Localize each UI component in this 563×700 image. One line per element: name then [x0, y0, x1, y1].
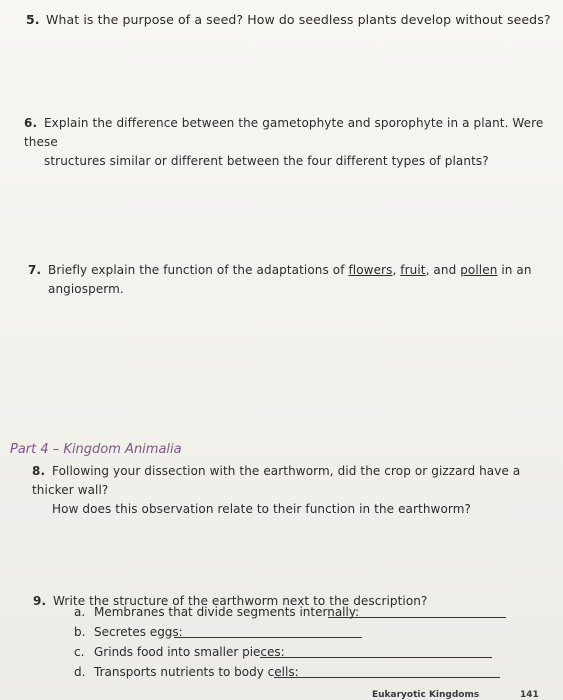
- question-number: 5.: [26, 12, 40, 27]
- item-letter: b.: [74, 625, 86, 639]
- list-item: [74, 602, 359, 622]
- item-letter: d.: [74, 665, 86, 679]
- item-text: Secretes eggs:: [94, 625, 183, 639]
- section-title: Part 4 – Kingdom Animalia: [10, 442, 182, 457]
- item-text: Grinds food into smaller pieces:: [94, 645, 285, 659]
- question-text-pre: Briefly explain the function of the adaptations of: [48, 263, 349, 277]
- question-7: [28, 261, 532, 299]
- question-number: 9.: [33, 594, 47, 608]
- question-text-post: in an: [497, 263, 532, 277]
- question-8: [32, 462, 563, 519]
- answer-blank[interactable]: [328, 617, 506, 618]
- question-number: 7.: [28, 263, 42, 277]
- question-text-line2: How does this observation relate to their function in the earthworm?: [52, 502, 471, 516]
- item-text: Membranes that divide segments internally:: [94, 605, 360, 619]
- page-number: 141: [520, 690, 539, 700]
- question-number: 8.: [32, 464, 46, 478]
- question-number: 6.: [24, 116, 38, 130]
- answer-blank[interactable]: [174, 637, 362, 638]
- question-text: Write the structure of the earthworm next to the description?: [53, 594, 428, 608]
- question-text-line1: Following your dissection with the earthworm, did the crop or gizzard have a thicker wall?: [32, 464, 521, 497]
- keyword-flowers: flowers: [348, 263, 393, 277]
- separator: ,: [392, 263, 401, 277]
- item-letter: a.: [74, 605, 86, 619]
- list-item: [74, 662, 359, 682]
- separator: , and: [425, 263, 461, 277]
- question-text-line1: Explain the difference between the gametophyte and sporophyte in a plant. Were these: [24, 116, 544, 149]
- answer-blank[interactable]: [260, 657, 492, 658]
- question-6: [24, 114, 563, 171]
- question-9-items: [74, 602, 359, 682]
- keyword-fruit: fruit: [400, 263, 426, 277]
- question-5: [26, 10, 551, 29]
- item-letter: c.: [74, 645, 85, 659]
- question-text-line2: structures similar or different between the four different types of plants?: [44, 154, 489, 168]
- item-text: Transports nutrients to body cells:: [94, 665, 299, 679]
- question-text: What is the purpose of a seed? How do seedless plants develop without seeds?: [46, 12, 551, 27]
- question-text-line2: angiosperm.: [48, 282, 124, 296]
- list-item: [74, 622, 359, 642]
- footer-label: Eukaryotic Kingdoms: [372, 690, 480, 700]
- list-item: [74, 642, 359, 662]
- answer-blank[interactable]: [274, 677, 500, 678]
- keyword-pollen: pollen: [460, 263, 498, 277]
